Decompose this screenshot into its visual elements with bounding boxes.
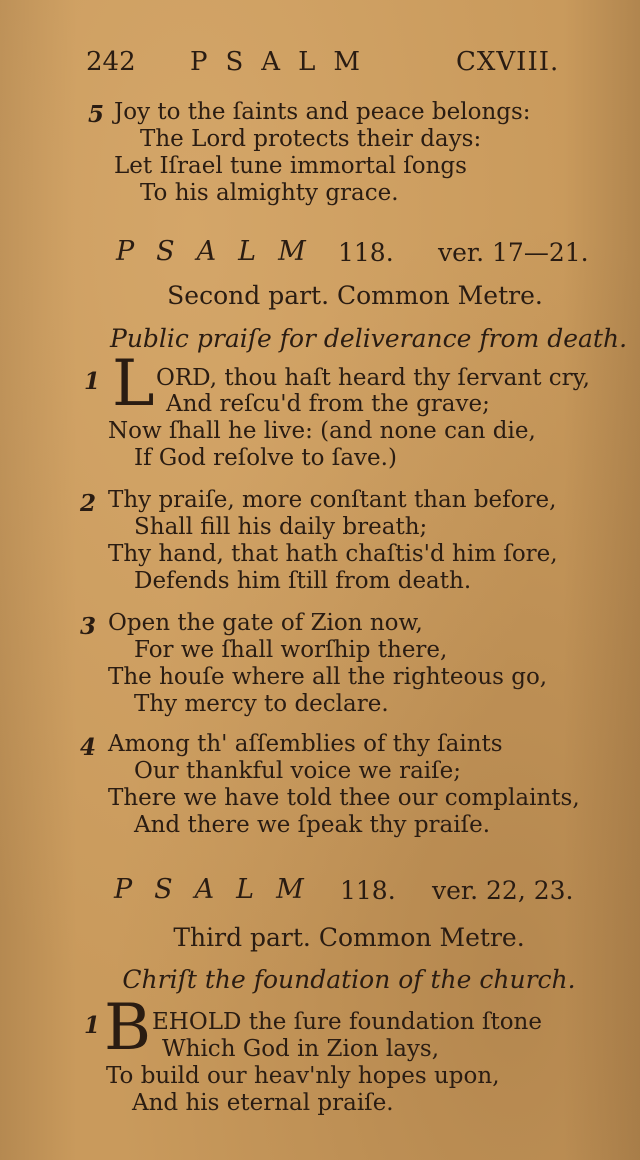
drop-cap: L xyxy=(112,347,155,421)
verse-line: EHOLD the ſure foundation ſtone xyxy=(152,1009,542,1035)
verse-line: Shall fill his daily breath; xyxy=(134,514,428,540)
stanza-number: 1 xyxy=(84,368,101,395)
verse-line: There we have told thee our complaints, xyxy=(108,785,580,811)
stanza-number: 2 xyxy=(80,490,97,517)
verse-line: Let Iſrael tune immortal ſongs xyxy=(114,153,467,179)
stanza-number: 4 xyxy=(80,734,97,761)
running-title: PSALM xyxy=(190,47,378,77)
verse-line: And reſcu'd from the grave; xyxy=(166,391,490,417)
psalm-title-number: 118. xyxy=(340,876,396,905)
verse-line: Open the gate of Zion now, xyxy=(108,610,423,636)
verse-line: And his eternal praiſe. xyxy=(132,1090,394,1116)
verse-line: ORD, thou haſt heard thy ſervant cry, xyxy=(156,365,590,391)
psalm-title-word: PSALM xyxy=(116,236,328,267)
verse-line: Thy praiſe, more conſtant than before, xyxy=(108,487,557,513)
verse-line: If God reſolve to ſave.) xyxy=(134,445,397,471)
verse-line: Thy mercy to declare. xyxy=(134,691,389,717)
verse-line: The Lord protects their days: xyxy=(140,126,482,152)
verse-line: Now ſhall he live: (and none can die, xyxy=(108,418,536,444)
part-theme: Public praiſe for deliverance from death. xyxy=(110,324,628,353)
verse-number: 5 xyxy=(88,101,105,128)
stanza-number: 3 xyxy=(80,613,97,640)
verse-line: To build our heav'nly hopes upon, xyxy=(106,1063,500,1089)
verse-line: Thy hand, that hath chaſtis'd him ſore, xyxy=(108,541,558,567)
psalm-numeral: CXVIII. xyxy=(456,47,560,77)
page-number: 242 xyxy=(86,47,136,77)
part-subhead: Second part. Common Metre. xyxy=(167,281,543,310)
verse-line: To his almighty grace. xyxy=(140,180,399,206)
verse-line: Our thankful voice we raiſe; xyxy=(134,758,462,784)
verse-line: Among th' aſſemblies of thy ſaints xyxy=(108,731,503,757)
part-subhead: Third part. Common Metre. xyxy=(173,923,525,952)
verse-line: Which God in Zion lays, xyxy=(162,1036,440,1062)
psalm-title-verses: ver. 22, 23. xyxy=(432,876,574,905)
verse-line: For we ſhall worſhip there, xyxy=(134,637,448,663)
verse-line: The houſe where all the righteous go, xyxy=(108,664,548,690)
psalm-title xyxy=(114,876,604,910)
verse-line: Joy to the ſaints and peace belongs: xyxy=(114,99,531,125)
drop-cap: B xyxy=(104,991,152,1065)
verse-line: Defends him ſtill from death. xyxy=(134,568,472,594)
stanza-number: 1 xyxy=(84,1012,101,1039)
verse-line: And there we ſpeak thy praiſe. xyxy=(134,812,491,838)
psalm-title xyxy=(116,238,606,272)
psalm-title-verses: ver. 17—21. xyxy=(438,238,589,267)
part-theme: Chriſt the foundation of the church. xyxy=(122,965,576,994)
psalm-title-number: 118. xyxy=(338,238,394,267)
psalm-title-word: PSALM xyxy=(114,874,326,905)
page-header xyxy=(86,48,574,82)
